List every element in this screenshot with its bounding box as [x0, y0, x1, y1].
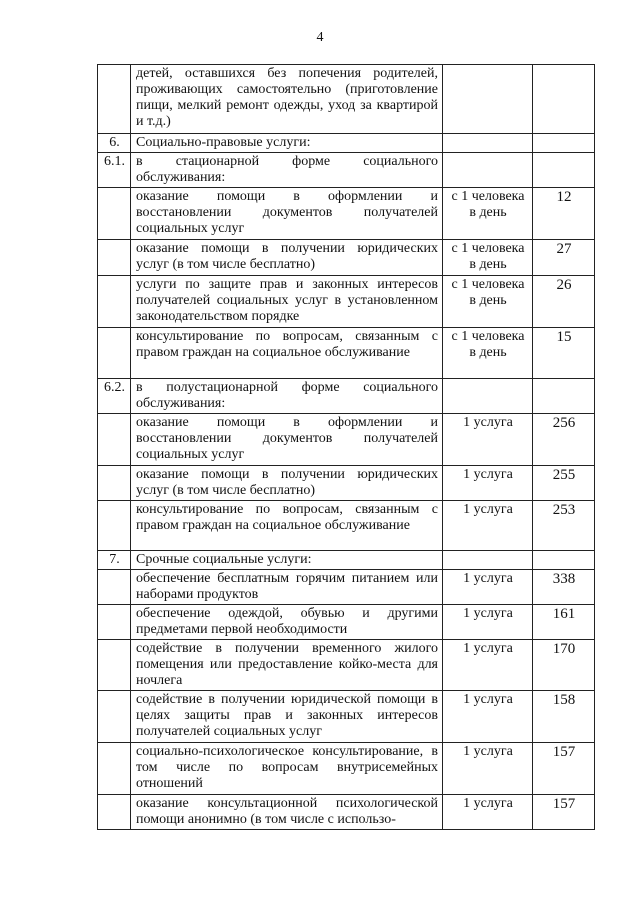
table-row [98, 691, 595, 743]
row-unit: 1 услуга [443, 691, 533, 743]
table-row [98, 466, 595, 501]
row-description: Социально-правовые услуги: [131, 134, 443, 153]
row-description: оказание помощи в получении юридических услуг (в том числе бесплатно) [131, 240, 443, 276]
row-number [98, 188, 131, 240]
row-unit: 1 услуга [443, 414, 533, 466]
row-number [98, 795, 131, 830]
table-row [98, 134, 595, 153]
table-row [98, 65, 595, 134]
row-description: обеспечение бесплатным горячим питанием или наборами продуктов [131, 570, 443, 605]
row-number [98, 240, 131, 276]
row-description: консультирование по вопросам, связанным с правом граждан на социальное обслуживание [131, 328, 443, 379]
table-row [98, 570, 595, 605]
row-number [98, 65, 131, 134]
row-value [533, 134, 595, 153]
row-unit: 1 услуга [443, 466, 533, 501]
services-table [97, 64, 595, 830]
table-row [98, 328, 595, 379]
row-unit: с 1 человека в день [443, 240, 533, 276]
row-description: в полустационарной форме социального обслуживания: [131, 379, 443, 414]
row-unit: 1 услуга [443, 640, 533, 691]
row-description: оказание консультационной психологической помощи анонимно (в том числе с использо- [131, 795, 443, 830]
row-description: Срочные социальные услуги: [131, 551, 443, 570]
row-value: 161 [533, 605, 595, 640]
row-description: социально-психологическое консультирование, в том числе по вопросам внутрисемейных отношений [131, 743, 443, 795]
row-unit: 1 услуга [443, 570, 533, 605]
row-unit: 1 услуга [443, 605, 533, 640]
row-description: оказание помощи в получении юридических услуг (в том числе бесплатно) [131, 466, 443, 501]
row-number [98, 276, 131, 328]
row-description: содействие в получении временного жилого помещения или предоставление койко-места для ночлега [131, 640, 443, 691]
row-number [98, 501, 131, 551]
row-value: 15 [533, 328, 595, 379]
table-row [98, 551, 595, 570]
table-row [98, 605, 595, 640]
row-number [98, 328, 131, 379]
page-number: 4 [316, 30, 324, 45]
row-value: 157 [533, 743, 595, 795]
row-number [98, 743, 131, 795]
row-value: 338 [533, 570, 595, 605]
row-description: содействие в получении юридической помощи в целях защиты прав и законных интересов получателей социальных услуг [131, 691, 443, 743]
row-unit: 1 услуга [443, 501, 533, 551]
table-row [98, 743, 595, 795]
table-row [98, 795, 595, 830]
row-value [533, 551, 595, 570]
row-unit [443, 134, 533, 153]
row-unit: 1 услуга [443, 743, 533, 795]
row-unit: с 1 человека в день [443, 276, 533, 328]
row-number [98, 570, 131, 605]
row-value: 158 [533, 691, 595, 743]
row-number [98, 640, 131, 691]
row-value: 12 [533, 188, 595, 240]
row-value: 27 [533, 240, 595, 276]
row-number: 6.2. [98, 379, 131, 414]
row-description: услуги по защите прав и законных интересов получателей социальных услуг в установленном законодательством порядке [131, 276, 443, 328]
row-unit: с 1 человека в день [443, 188, 533, 240]
row-number: 7. [98, 551, 131, 570]
row-description: в стационарной форме социального обслуживания: [131, 153, 443, 188]
row-description: оказание помощи в оформлении и восстановлении документов получателей социальных услуг [131, 188, 443, 240]
row-number [98, 414, 131, 466]
row-value: 253 [533, 501, 595, 551]
row-value: 170 [533, 640, 595, 691]
row-description: детей, оставшихся без попечения родителей, проживающих самостоятельно (приготовление пищи, мелкий ремонт одежды, уход за квартирой и т.д.) [131, 65, 443, 134]
row-value: 26 [533, 276, 595, 328]
row-number: 6.1. [98, 153, 131, 188]
table-row [98, 640, 595, 691]
table-row [98, 501, 595, 551]
row-description: обеспечение одеждой, обувью и другими предметами первой необходимости [131, 605, 443, 640]
row-value [533, 153, 595, 188]
row-description: консультирование по вопросам, связанным с правом граждан на социальное обслуживание [131, 501, 443, 551]
row-value: 256 [533, 414, 595, 466]
table-row [98, 414, 595, 466]
row-unit [443, 65, 533, 134]
table-row [98, 240, 595, 276]
row-unit: с 1 человека в день [443, 328, 533, 379]
row-unit: 1 услуга [443, 795, 533, 830]
row-unit [443, 379, 533, 414]
row-value [533, 65, 595, 134]
table-row [98, 153, 595, 188]
table-row [98, 379, 595, 414]
table-row [98, 188, 595, 240]
table-row [98, 276, 595, 328]
row-unit [443, 153, 533, 188]
row-value: 255 [533, 466, 595, 501]
row-description: оказание помощи в оформлении и восстановлении документов получателей социальных услуг [131, 414, 443, 466]
row-number: 6. [98, 134, 131, 153]
row-number [98, 466, 131, 501]
row-value: 157 [533, 795, 595, 830]
row-number [98, 691, 131, 743]
row-number [98, 605, 131, 640]
row-value [533, 379, 595, 414]
row-unit [443, 551, 533, 570]
